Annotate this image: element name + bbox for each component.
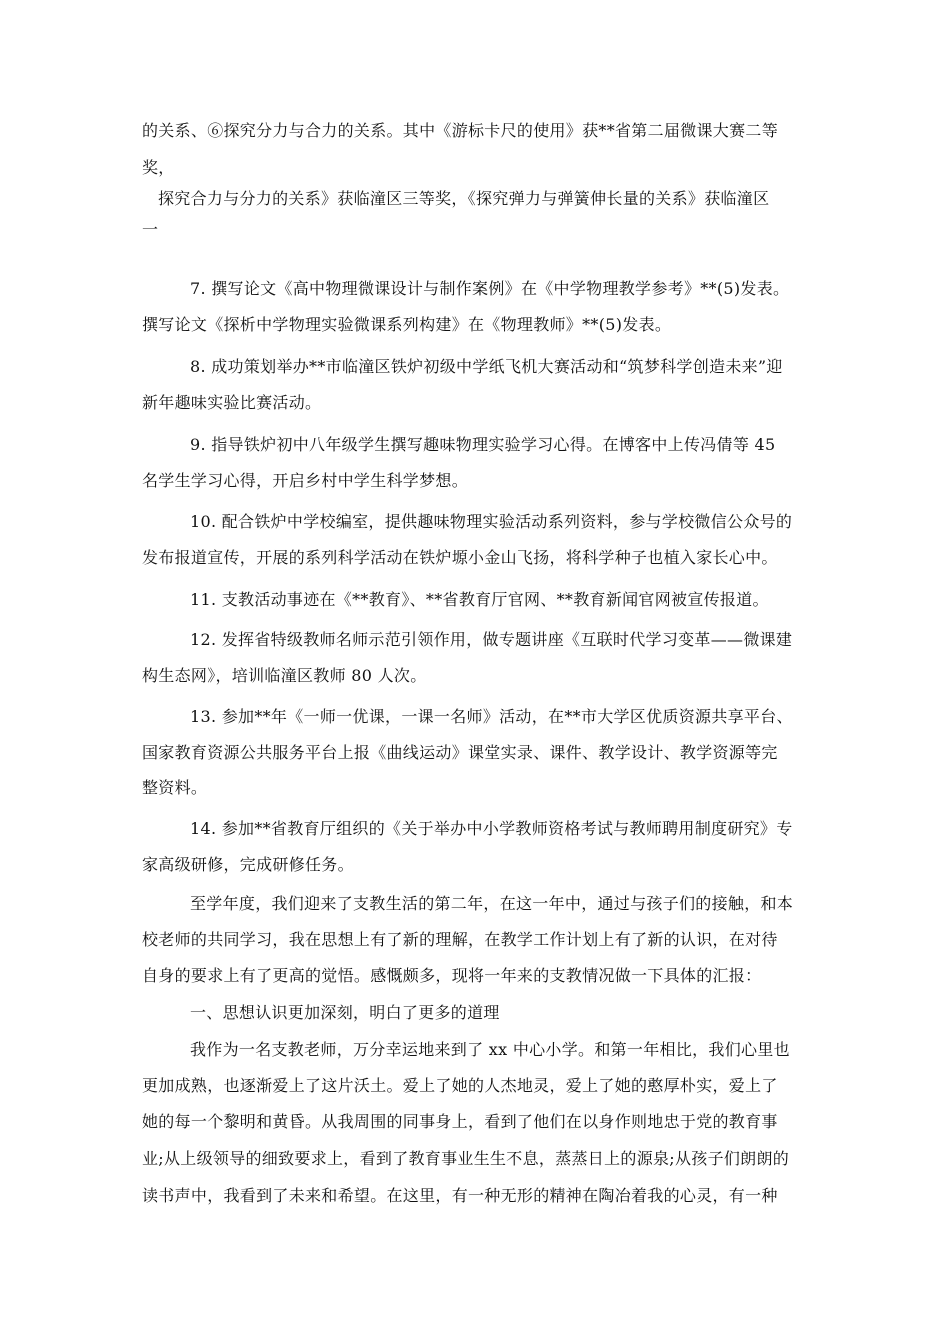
text-line: 一、思想认识更加深刻，明白了更多的道理 (190, 1003, 500, 1022)
text-line: 新年趣味实验比赛活动。 (142, 393, 322, 412)
text-line: 国家教育资源公共服务平台上报《曲线运动》课堂实录、课件、教学设计、教学资源等完 (142, 743, 778, 762)
text-line: 她的每一个黎明和黄昏。从我周围的同事身上，看到了他们在以身作则地忠于党的教育事 (142, 1112, 778, 1131)
text-line: 构生态网》，培训临潼区教师 80 人次。 (142, 666, 427, 685)
text-line: 奖， (142, 158, 175, 177)
text-line: 10. 配合铁炉中学校编室，提供趣味物理实验活动系列资料，参与学校微信公众号的 (190, 512, 793, 531)
text-line: 8. 成功策划举办**市临潼区铁炉初级中学纸飞机大赛活动和“筑梦科学创造未来”迎 (190, 357, 783, 376)
text-line: 校老师的共同学习，我在思想上有了新的理解，在教学工作计划上有了新的认识，在对待 (142, 930, 778, 949)
text-line: 发布报道宣传，开展的系列科学活动在铁炉塬小金山飞扬，将科学种子也植入家长心中。 (142, 548, 778, 567)
text-line: 7. 撰写论文《高中物理微课设计与制作案例》在《中学物理教学参考》**(5)发表。 (190, 279, 790, 298)
text-line: 读书声中，我看到了未来和希望。在这里，有一种无形的精神在陶冶着我的心灵，有一种 (142, 1186, 778, 1205)
text-line: 11. 支教活动事迹在《**教育》、**省教育厅官网、**教育新闻官网被宣传报道。 (190, 590, 769, 609)
text-line: 更加成熟，也逐渐爱上了这片沃土。爱上了她的人杰地灵，爱上了她的憨厚朴实，爱上了 (142, 1076, 778, 1095)
text-line: 撰写论文《探析中学物理实验微课系列构建》在《物理教师》**(5)发表。 (142, 315, 672, 334)
text-line: 整资料。 (142, 778, 208, 797)
text-line: 9. 指导铁炉初中八年级学生撰写趣味物理实验学习心得。在博客中上传冯倩等 45 (190, 435, 776, 454)
text-line: 12. 发挥省特级教师名师示范引领作用，做专题讲座《互联时代学习变革——微课建 (190, 630, 793, 649)
text-line: 至学年度，我们迎来了支教生活的第二年，在这一年中，通过与孩子们的接触，和本 (190, 894, 794, 913)
text-line: 家高级研修，完成研修任务。 (142, 855, 354, 874)
text-line: 我作为一名支教老师，万分幸运地来到了 xx 中心小学。和第一年相比，我们心里也 (190, 1040, 790, 1059)
text-line: 业;从上级领导的细致要求上，看到了教育事业生生不息，蒸蒸日上的源泉;从孩子们朗朗的 (142, 1149, 790, 1168)
text-line: 13. 参加**年《一师一优课，一课一名师》活动，在**市大学区优质资源共享平台、 (190, 707, 793, 726)
text-line: 一 (142, 220, 159, 239)
text-line: 14. 参加**省教育厅组织的《关于举办中小学教师资格考试与教师聘用制度研究》专 (190, 819, 793, 838)
text-line: 名学生学习心得，开启乡村中学生科学梦想。 (142, 471, 469, 490)
text-line: 的关系、⑥探究分力与合力的关系。其中《游标卡尺的使用》获**省第二届微课大赛二等 (142, 121, 779, 140)
text-line: 自身的要求上有了更高的觉悟。感慨颇多，现将一年来的支教情况做一下具体的汇报： (142, 966, 762, 985)
text-line: 探究合力与分力的关系》获临潼区三等奖，《探究弹力与弹簧伸长量的关系》获临潼区 (158, 189, 770, 208)
